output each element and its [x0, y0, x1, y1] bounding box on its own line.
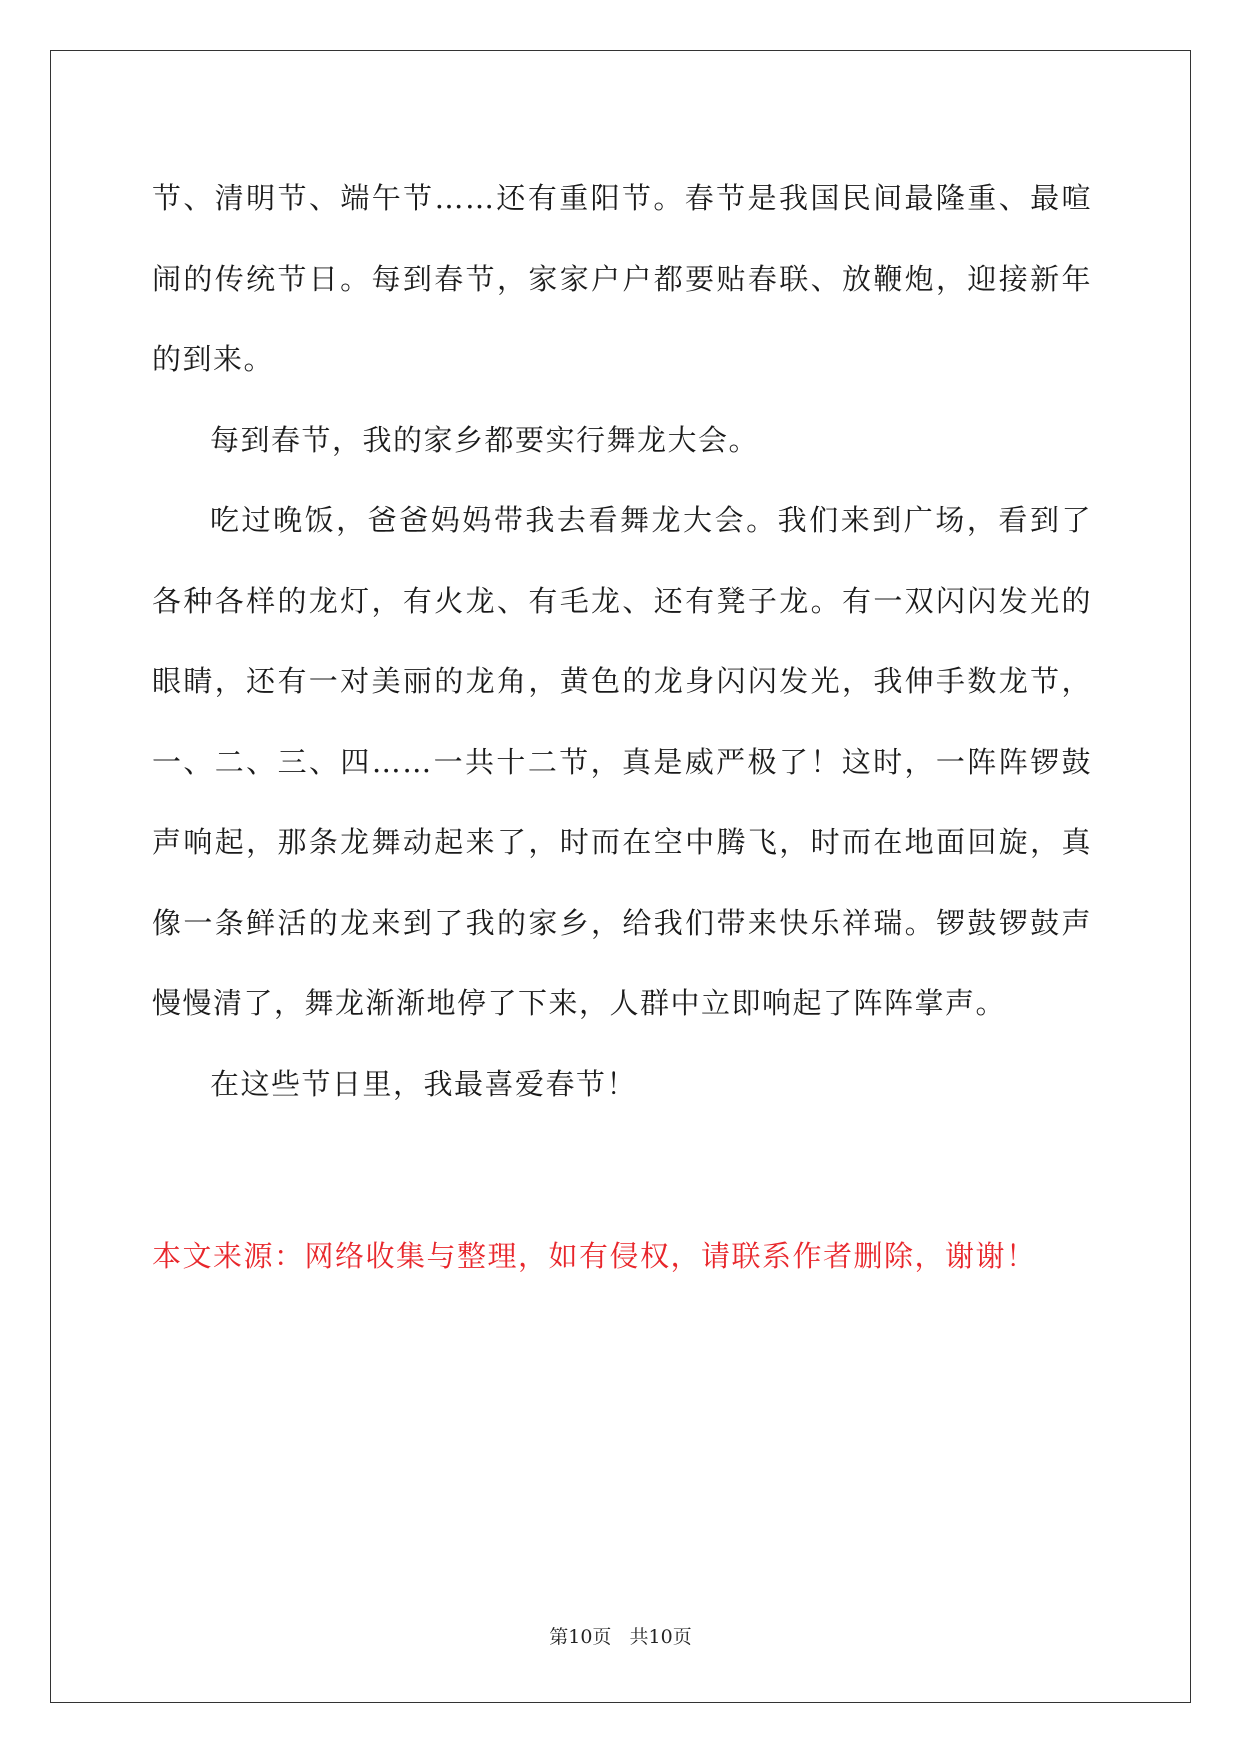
- page-number-footer: 第10页 共10页: [549, 1626, 692, 1648]
- source-note: 本文来源：网络收集与整理，如有侵权，请联系作者删除，谢谢！: [152, 1239, 1037, 1273]
- paragraph-3: 吃过晚饭，爸爸妈妈带我去看舞龙大会。我们来到广场，看到了各种各样的龙灯，有火龙、有毛龙、还有凳子龙。有一双闪闪发光的眼睛，还有一对美丽的龙角，黄色的龙身闪闪发光，我伸手数龙节，一、二、三、四……一共十二节，真是威严极了！这时，一阵阵锣鼓声响起，那条龙舞动起来了，时而在空中腾飞，时而在地面回旋，真像一条鲜活的龙来到了我的家乡，给我们带来快乐祥瑞。锣鼓锣鼓声慢慢清了，舞龙渐渐地停了下来，人群中立即响起了阵阵掌声。: [152, 503, 1092, 1020]
- paragraph-2: 每到春节，我的家乡都要实行舞龙大会。: [210, 422, 760, 457]
- paragraph-1: 节、清明节、端午节……还有重阳节。春节是我国民间最隆重、最喧闹的传统节日。每到春节，家家户户都要贴春联、放鞭炮，迎接新年的到来。: [152, 181, 1092, 376]
- paragraph-4: 在这些节日里，我最喜爱春节！: [210, 1066, 638, 1101]
- document-body: [152, 158, 1092, 1124]
